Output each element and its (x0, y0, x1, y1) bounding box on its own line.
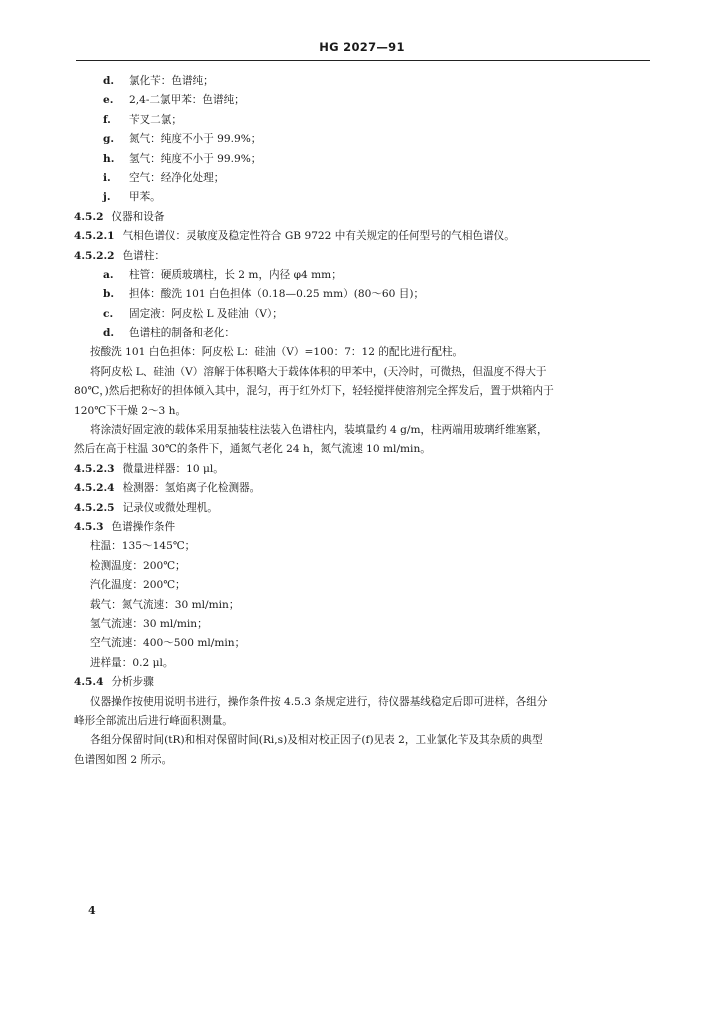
condition-line: 氢气流速：30 ml/min； (90, 617, 208, 630)
item-label: b. (103, 288, 115, 301)
subsection (74, 460, 652, 479)
item-text: 柱管：硬质玻璃柱，长 2 m，内径 φ4 mm； (129, 268, 342, 281)
section-number: 4.5.2.4 (74, 482, 115, 495)
column-item (74, 324, 652, 343)
subsection (74, 227, 652, 246)
section-text: 色谱柱： (122, 249, 165, 262)
paragraph-line: 将涂渍好固定液的载体采用泵抽装柱法装入色谱柱内，装填量约 4 g/m，柱两端用玻璃纤维塞紧， (90, 424, 548, 437)
section-text: 检测器：氢焰离子化检测器。 (122, 482, 261, 495)
item-text: 氮气：纯度不小于 99.9%； (129, 133, 262, 146)
section-heading (74, 208, 652, 227)
section-heading (74, 673, 652, 692)
item-label: d. (103, 327, 115, 340)
item-text: 固定液：阿皮松 L 及硅油（V）； (129, 307, 283, 320)
paragraph-line: 将阿皮松 L、硅油（V）溶解于体积略大于载体体积的甲苯中，(天冷时，可微热，但温度不得大于 (90, 365, 547, 378)
subsection (74, 247, 652, 266)
column-item (74, 285, 652, 304)
paragraph-line: 80℃，)然后把称好的担体倾入其中，混匀，再于红外灯下，轻轻搅拌使溶剂完全挥发后，置于烘箱内于 (74, 385, 554, 398)
item-label: c. (103, 307, 114, 320)
section-number: 4.5.3 (74, 520, 104, 533)
section-number: 4.5.2.5 (74, 501, 115, 514)
paragraph-line: 120℃下干燥 2～3 h。 (74, 404, 187, 417)
reagent-item (74, 169, 652, 188)
page-body (74, 72, 652, 770)
item-text: 氯化苄：色谱纯； (129, 75, 214, 87)
page-number: 4 (88, 904, 96, 917)
column-item (74, 266, 652, 285)
reagent-item (74, 130, 652, 149)
section-number: 4.5.2.1 (74, 230, 115, 243)
reagent-item (74, 111, 652, 130)
item-text: 氢气：纯度不小于 99.9%； (129, 152, 262, 165)
condition-line: 汽化温度：200℃； (90, 579, 186, 592)
section-text: 记录仪或微处理机。 (122, 501, 218, 514)
reagent-item (74, 150, 652, 169)
item-text: 苄叉二氯； (129, 113, 182, 126)
item-label: a. (103, 268, 114, 281)
section-heading (74, 518, 652, 537)
section-number: 4.5.2.2 (74, 249, 115, 262)
section-title: 仪器和设备 (111, 210, 165, 223)
item-text: 担体：酸洗 101 白色担体（0.18—0.25 mm）(80～60 目)； (129, 288, 425, 301)
condition-line: 检测温度：200℃； (90, 559, 186, 572)
item-label: d. (103, 75, 115, 87)
paragraph-line: 仪器操作按使用说明书进行，操作条件按 4.5.3 条规定进行，待仪器基线稳定后即可进样，各组分 (90, 695, 548, 708)
item-label: i. (103, 171, 111, 184)
section-number: 4.5.4 (74, 676, 104, 689)
item-label: f. (103, 113, 111, 126)
item-text: 2,4-二氯甲苯：色谱纯； (129, 94, 245, 107)
item-text: 色谱柱的制备和老化： (129, 327, 235, 340)
standard-number-header: HG 2027—91 (319, 40, 405, 54)
section-text: 气相色谱仪：灵敏度及稳定性符合 GB 9722 中有关规定的任何型号的气相色谱仪。 (122, 230, 515, 243)
item-label: j. (103, 191, 111, 204)
reagent-item (74, 91, 652, 110)
reagent-item (74, 188, 652, 207)
condition-line: 柱温：135～145℃； (90, 540, 196, 553)
item-text: 空气：经净化处理； (129, 171, 225, 184)
condition-line: 空气流速：400～500 ml/min； (90, 637, 246, 650)
subsection (74, 499, 652, 518)
section-number: 4.5.2.3 (74, 462, 115, 475)
section-text: 微量进样器：10 μl。 (122, 462, 224, 475)
paragraph-line: 各组分保留时间(tR)和相对保留时间(Ri,s)及相对校正因子(f)见表 2，工业氯化苄及其杂质的典型 (90, 734, 543, 747)
paragraph-line: 按酸洗 101 白色担体：阿皮松 L：硅油（V）=100：7：12 的配比进行配柱。 (90, 346, 464, 359)
item-label: e. (103, 94, 114, 107)
column-item (74, 305, 652, 324)
section-title: 色谱操作条件 (111, 520, 176, 533)
paragraph-line: 色谱图如图 2 所示。 (74, 753, 173, 766)
item-text: 甲苯。 (129, 191, 161, 204)
paragraph-line: 峰形全部流出后进行峰面积测量。 (74, 714, 233, 727)
section-title: 分析步骤 (111, 676, 154, 689)
condition-line: 进样量：0.2 μl。 (90, 656, 174, 669)
paragraph-line: 然后在高于柱温 30℃的条件下，通氮气老化 24 h，氮气流速 10 ml/min。 (74, 443, 431, 456)
item-label: g. (103, 133, 115, 146)
condition-line: 载气：氮气流速：30 ml/min； (90, 598, 240, 611)
item-label: h. (103, 152, 115, 165)
header-rule (76, 60, 650, 61)
subsection (74, 479, 652, 498)
reagent-item (74, 72, 652, 91)
section-number: 4.5.2 (74, 210, 104, 223)
